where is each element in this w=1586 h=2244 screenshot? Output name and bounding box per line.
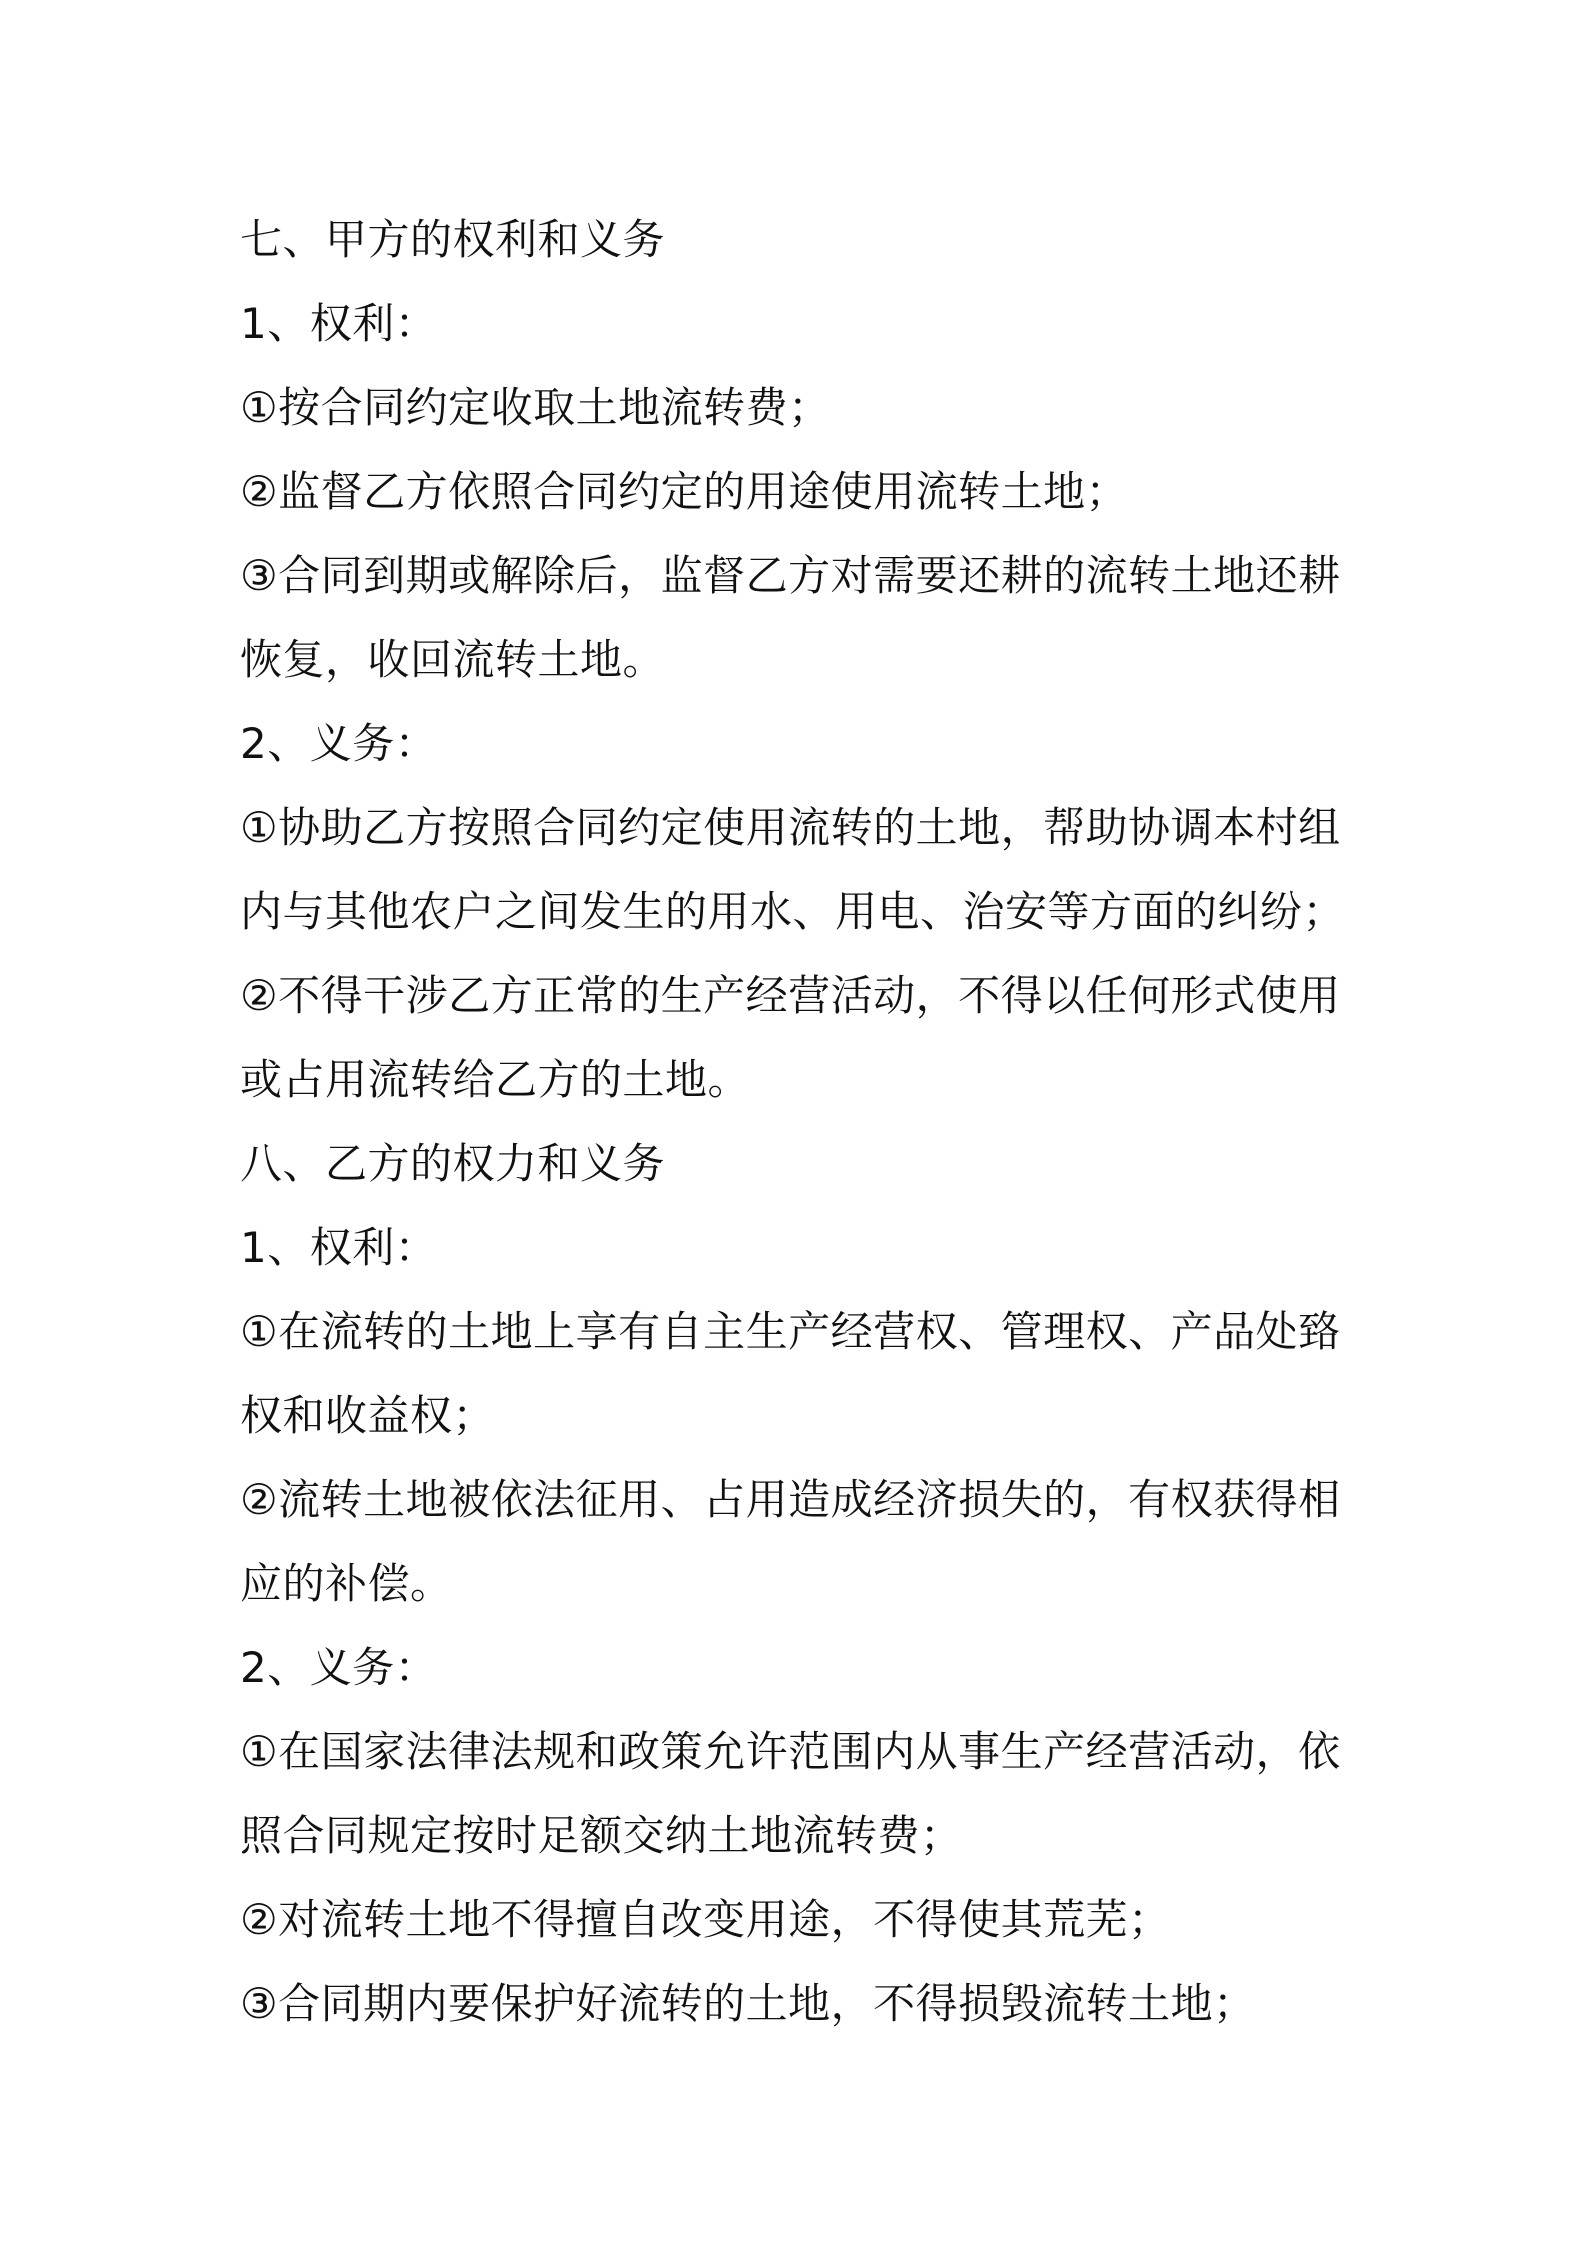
clause-line: ②对流转土地不得擅自改变用途，不得使其荒芜；	[240, 1895, 1171, 1944]
clause-line: ①协助乙方按照合同约定使用流转的土地，帮助协调本村组	[240, 803, 1341, 852]
clause-line: ①在流转的土地上享有自主生产经营权、管理权、产品处臵	[240, 1307, 1341, 1356]
clause-line: ②不得干涉乙方正常的生产经营活动，不得以任何形式使用	[240, 971, 1341, 1020]
clause-line: 内与其他农户之间发生的用水、用电、治安等方面的纠纷；	[240, 887, 1346, 936]
clause-line: 恢复，收回流转土地。	[240, 635, 666, 684]
document-body	[240, 198, 1356, 2046]
section-heading: 七、甲方的权利和义务	[240, 215, 666, 264]
clause-line: ③合同到期或解除后，监督乙方对需要还耕的流转土地还耕	[240, 551, 1341, 600]
clause-line: ①在国家法律法规和政策允许范围内从事生产经营活动，依	[240, 1727, 1341, 1776]
subsection-heading: 2、义务：	[240, 719, 438, 768]
subsection-heading: 2、义务：	[240, 1643, 438, 1692]
clause-line: 权和收益权；	[240, 1391, 496, 1440]
section-heading: 八、乙方的权力和义务	[240, 1139, 666, 1188]
clause-line: ②流转土地被依法征用、占用造成经济损失的，有权获得相	[240, 1475, 1341, 1524]
clause-line: 或占用流转给乙方的土地。	[240, 1055, 751, 1104]
clause-line: ③合同期内要保护好流转的土地，不得损毁流转土地；	[240, 1979, 1256, 2028]
clause-line: ②监督乙方依照合同约定的用途使用流转土地；	[240, 467, 1129, 516]
clause-line: 应的补偿。	[240, 1559, 453, 1608]
clause-line: ①按合同约定收取土地流转费；	[240, 383, 831, 432]
clause-line: 照合同规定按时足额交纳土地流转费；	[240, 1811, 963, 1860]
subsection-heading: 1、权利：	[240, 1223, 438, 1272]
subsection-heading: 1、权利：	[240, 299, 438, 348]
